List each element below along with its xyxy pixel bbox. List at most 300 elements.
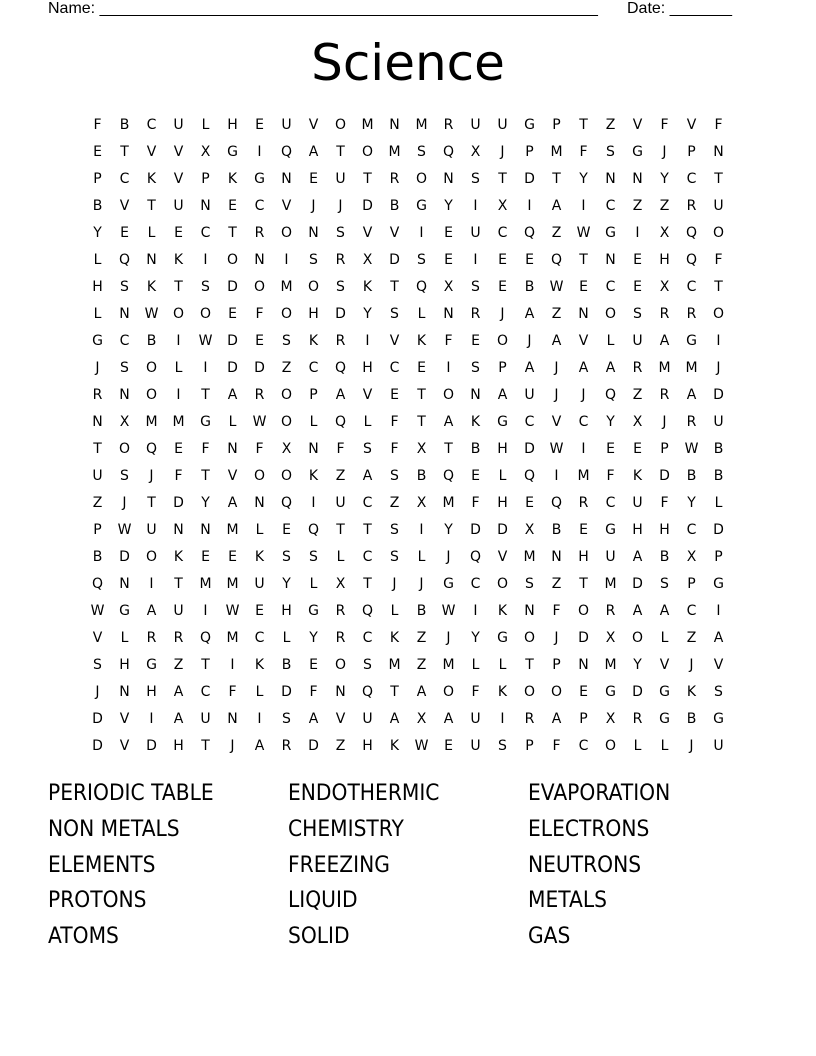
grid-letter[interactable]: X: [119, 413, 130, 430]
grid-letter[interactable]: Y: [687, 494, 696, 511]
grid-letter[interactable]: T: [228, 224, 237, 241]
grid-letter[interactable]: J: [554, 629, 559, 646]
grid-letter[interactable]: U: [470, 710, 481, 727]
grid-letter[interactable]: K: [308, 332, 319, 349]
grid-letter[interactable]: Q: [361, 683, 374, 700]
grid-letter[interactable]: N: [335, 683, 346, 700]
grid-letter[interactable]: U: [605, 548, 616, 565]
grid-letter[interactable]: W: [576, 224, 591, 241]
grid-letter[interactable]: G: [254, 170, 265, 187]
grid-letter[interactable]: V: [119, 737, 130, 754]
grid-letter[interactable]: I: [176, 386, 181, 403]
grid-letter[interactable]: D: [659, 467, 670, 484]
grid-letter[interactable]: K: [146, 170, 157, 187]
grid-letter[interactable]: S: [471, 278, 480, 295]
grid-letter[interactable]: X: [362, 251, 373, 268]
grid-letter[interactable]: S: [201, 278, 210, 295]
grid-letter[interactable]: J: [338, 197, 343, 214]
grid-letter[interactable]: U: [362, 710, 373, 727]
grid-letter[interactable]: X: [335, 575, 346, 592]
grid-letter[interactable]: D: [713, 386, 724, 403]
grid-letter[interactable]: E: [471, 332, 480, 349]
grid-letter[interactable]: Z: [416, 629, 427, 646]
grid-letter[interactable]: P: [579, 710, 588, 727]
grid-letter[interactable]: A: [524, 359, 535, 376]
grid-letter[interactable]: O: [280, 224, 293, 241]
grid-letter[interactable]: P: [525, 737, 534, 754]
grid-letter[interactable]: G: [659, 683, 670, 700]
grid-letter[interactable]: Q: [307, 521, 320, 538]
grid-letter[interactable]: E: [174, 224, 183, 241]
grid-letter[interactable]: Q: [685, 251, 698, 268]
grid-letter[interactable]: G: [497, 413, 508, 430]
grid-letter[interactable]: N: [578, 305, 589, 322]
grid-letter[interactable]: S: [390, 305, 399, 322]
grid-letter[interactable]: T: [336, 521, 345, 538]
grid-letter[interactable]: F: [471, 683, 480, 700]
grid-letter[interactable]: E: [120, 224, 129, 241]
grid-letter[interactable]: T: [579, 116, 588, 133]
grid-letter[interactable]: T: [201, 656, 210, 673]
grid-letter[interactable]: G: [92, 332, 103, 349]
grid-letter[interactable]: E: [525, 251, 534, 268]
grid-letter[interactable]: V: [713, 656, 724, 673]
grid-letter[interactable]: L: [660, 737, 669, 754]
grid-letter[interactable]: N: [254, 494, 265, 511]
grid-letter[interactable]: L: [309, 413, 318, 430]
grid-letter[interactable]: X: [632, 413, 643, 430]
grid-letter[interactable]: R: [335, 251, 346, 268]
grid-letter[interactable]: R: [632, 359, 643, 376]
grid-letter[interactable]: D: [524, 170, 535, 187]
grid-letter[interactable]: Z: [551, 305, 562, 322]
grid-letter[interactable]: M: [577, 467, 590, 484]
grid-letter[interactable]: N: [281, 170, 292, 187]
grid-letter[interactable]: U: [497, 116, 508, 133]
grid-letter[interactable]: I: [203, 251, 208, 268]
grid-letter[interactable]: S: [606, 143, 615, 160]
grid-letter[interactable]: J: [689, 737, 694, 754]
grid-letter[interactable]: L: [390, 602, 399, 619]
grid-letter[interactable]: L: [606, 332, 615, 349]
grid-letter[interactable]: A: [551, 197, 562, 214]
grid-letter[interactable]: J: [581, 386, 586, 403]
grid-letter[interactable]: L: [93, 251, 102, 268]
grid-letter[interactable]: H: [578, 548, 589, 565]
grid-letter[interactable]: S: [336, 278, 345, 295]
grid-letter[interactable]: V: [173, 170, 184, 187]
grid-letter[interactable]: X: [443, 278, 454, 295]
grid-letter[interactable]: L: [174, 359, 183, 376]
grid-letter[interactable]: F: [336, 440, 345, 457]
grid-letter[interactable]: I: [230, 656, 235, 673]
grid-letter[interactable]: A: [146, 602, 157, 619]
grid-letter[interactable]: H: [119, 656, 130, 673]
grid-letter[interactable]: N: [92, 413, 103, 430]
grid-letter[interactable]: D: [470, 521, 481, 538]
grid-letter[interactable]: A: [524, 305, 535, 322]
grid-letter[interactable]: U: [92, 467, 103, 484]
grid-letter[interactable]: C: [119, 332, 130, 349]
grid-letter[interactable]: V: [335, 710, 346, 727]
grid-letter[interactable]: M: [523, 548, 536, 565]
grid-letter[interactable]: I: [635, 224, 640, 241]
grid-letter[interactable]: Y: [309, 629, 318, 646]
grid-letter[interactable]: L: [228, 413, 237, 430]
grid-letter[interactable]: L: [201, 116, 210, 133]
grid-letter[interactable]: F: [174, 467, 183, 484]
grid-letter[interactable]: L: [255, 521, 264, 538]
grid-letter[interactable]: J: [527, 332, 532, 349]
grid-letter[interactable]: K: [173, 548, 184, 565]
grid-letter[interactable]: J: [95, 683, 100, 700]
grid-letter[interactable]: G: [119, 602, 130, 619]
grid-letter[interactable]: C: [686, 602, 697, 619]
grid-letter[interactable]: M: [415, 116, 428, 133]
grid-letter[interactable]: R: [173, 629, 184, 646]
grid-letter[interactable]: E: [525, 494, 534, 511]
grid-letter[interactable]: K: [308, 467, 319, 484]
grid-letter[interactable]: E: [228, 305, 237, 322]
grid-letter[interactable]: R: [632, 710, 643, 727]
grid-letter[interactable]: O: [280, 413, 293, 430]
grid-letter[interactable]: L: [498, 467, 507, 484]
grid-letter[interactable]: D: [173, 494, 184, 511]
grid-letter[interactable]: S: [525, 575, 534, 592]
grid-letter[interactable]: T: [714, 278, 723, 295]
grid-letter[interactable]: V: [497, 548, 508, 565]
grid-letter[interactable]: O: [172, 305, 185, 322]
grid-letter[interactable]: Z: [632, 197, 643, 214]
grid-letter[interactable]: A: [443, 710, 454, 727]
grid-letter[interactable]: B: [659, 548, 670, 565]
grid-letter[interactable]: A: [686, 386, 697, 403]
grid-letter[interactable]: W: [198, 332, 213, 349]
grid-letter[interactable]: V: [308, 116, 319, 133]
grid-letter[interactable]: Z: [173, 656, 184, 673]
grid-letter[interactable]: S: [282, 332, 291, 349]
grid-letter[interactable]: T: [417, 386, 426, 403]
grid-letter[interactable]: T: [363, 521, 372, 538]
grid-letter[interactable]: Q: [550, 251, 563, 268]
grid-letter[interactable]: O: [118, 440, 131, 457]
grid-letter[interactable]: E: [579, 683, 588, 700]
grid-letter[interactable]: V: [389, 332, 400, 349]
grid-letter[interactable]: D: [389, 251, 400, 268]
grid-letter[interactable]: K: [254, 548, 265, 565]
grid-letter[interactable]: D: [308, 737, 319, 754]
grid-letter[interactable]: G: [605, 683, 616, 700]
grid-letter[interactable]: T: [120, 143, 129, 160]
grid-letter[interactable]: M: [388, 143, 401, 160]
grid-letter[interactable]: E: [282, 521, 291, 538]
grid-letter[interactable]: N: [551, 548, 562, 565]
grid-letter[interactable]: R: [443, 116, 454, 133]
grid-letter[interactable]: N: [524, 602, 535, 619]
grid-letter[interactable]: G: [308, 602, 319, 619]
grid-letter[interactable]: G: [200, 413, 211, 430]
grid-letter[interactable]: Q: [280, 143, 293, 160]
grid-letter[interactable]: L: [255, 683, 264, 700]
grid-letter[interactable]: U: [146, 521, 157, 538]
grid-letter[interactable]: W: [441, 602, 456, 619]
grid-letter[interactable]: G: [524, 116, 535, 133]
grid-letter[interactable]: U: [632, 494, 643, 511]
grid-letter[interactable]: N: [200, 197, 211, 214]
grid-letter[interactable]: I: [716, 602, 721, 619]
grid-letter[interactable]: G: [605, 521, 616, 538]
grid-letter[interactable]: D: [119, 548, 130, 565]
grid-letter[interactable]: C: [146, 116, 157, 133]
grid-letter[interactable]: I: [581, 197, 586, 214]
grid-letter[interactable]: A: [254, 737, 265, 754]
grid-letter[interactable]: B: [416, 467, 427, 484]
grid-letter[interactable]: C: [686, 170, 697, 187]
grid-letter[interactable]: K: [632, 467, 643, 484]
grid-letter[interactable]: A: [308, 143, 319, 160]
grid-letter[interactable]: V: [551, 413, 562, 430]
grid-letter[interactable]: X: [605, 629, 616, 646]
grid-letter[interactable]: B: [713, 440, 724, 457]
grid-letter[interactable]: C: [362, 548, 373, 565]
grid-letter[interactable]: I: [446, 359, 451, 376]
grid-letter[interactable]: J: [311, 197, 316, 214]
grid-letter[interactable]: Q: [442, 143, 455, 160]
grid-letter[interactable]: F: [390, 440, 399, 457]
grid-letter[interactable]: F: [714, 251, 723, 268]
grid-letter[interactable]: J: [446, 629, 451, 646]
grid-letter[interactable]: B: [470, 440, 481, 457]
grid-letter[interactable]: H: [659, 251, 670, 268]
grid-letter[interactable]: J: [662, 413, 667, 430]
grid-letter[interactable]: M: [550, 143, 563, 160]
grid-letter[interactable]: D: [713, 521, 724, 538]
grid-letter[interactable]: F: [255, 440, 264, 457]
grid-letter[interactable]: I: [203, 359, 208, 376]
grid-letter[interactable]: N: [227, 710, 238, 727]
grid-letter[interactable]: L: [363, 413, 372, 430]
grid-letter[interactable]: T: [201, 386, 210, 403]
grid-letter[interactable]: R: [686, 197, 697, 214]
grid-letter[interactable]: N: [605, 170, 616, 187]
grid-letter[interactable]: H: [146, 683, 157, 700]
grid-letter[interactable]: Q: [550, 494, 563, 511]
grid-letter[interactable]: Z: [389, 494, 400, 511]
grid-letter[interactable]: J: [554, 359, 559, 376]
grid-letter[interactable]: H: [659, 521, 670, 538]
grid-letter[interactable]: L: [471, 656, 480, 673]
grid-letter[interactable]: E: [444, 224, 453, 241]
grid-letter[interactable]: M: [442, 494, 455, 511]
grid-letter[interactable]: G: [497, 629, 508, 646]
grid-letter[interactable]: I: [473, 251, 478, 268]
grid-letter[interactable]: H: [362, 359, 373, 376]
grid-letter[interactable]: P: [93, 170, 102, 187]
grid-letter[interactable]: B: [92, 548, 103, 565]
grid-letter[interactable]: O: [604, 305, 617, 322]
grid-letter[interactable]: Q: [361, 602, 374, 619]
grid-letter[interactable]: S: [633, 305, 642, 322]
grid-letter[interactable]: V: [578, 332, 589, 349]
grid-letter[interactable]: G: [605, 224, 616, 241]
grid-letter[interactable]: U: [335, 170, 346, 187]
grid-letter[interactable]: K: [416, 332, 427, 349]
grid-letter[interactable]: T: [390, 683, 399, 700]
grid-letter[interactable]: G: [632, 143, 643, 160]
grid-letter[interactable]: O: [712, 224, 725, 241]
grid-letter[interactable]: I: [284, 251, 289, 268]
grid-letter[interactable]: A: [659, 602, 670, 619]
grid-letter[interactable]: U: [470, 224, 481, 241]
grid-letter[interactable]: D: [362, 197, 373, 214]
grid-letter[interactable]: O: [145, 386, 158, 403]
grid-letter[interactable]: O: [442, 386, 455, 403]
grid-letter[interactable]: K: [389, 737, 400, 754]
grid-letter[interactable]: H: [632, 521, 643, 538]
grid-letter[interactable]: R: [659, 386, 670, 403]
grid-letter[interactable]: U: [524, 386, 535, 403]
grid-letter[interactable]: Y: [444, 521, 453, 538]
grid-letter[interactable]: Z: [416, 656, 427, 673]
grid-letter[interactable]: O: [550, 683, 563, 700]
grid-letter[interactable]: F: [444, 332, 453, 349]
grid-letter[interactable]: A: [497, 386, 508, 403]
grid-letter[interactable]: I: [149, 710, 154, 727]
grid-letter[interactable]: N: [470, 386, 481, 403]
grid-letter[interactable]: O: [145, 359, 158, 376]
grid-letter[interactable]: Y: [579, 170, 588, 187]
grid-letter[interactable]: P: [498, 359, 507, 376]
grid-letter[interactable]: O: [496, 332, 509, 349]
grid-letter[interactable]: A: [389, 710, 400, 727]
grid-letter[interactable]: S: [390, 467, 399, 484]
grid-letter[interactable]: I: [257, 710, 262, 727]
grid-letter[interactable]: O: [280, 305, 293, 322]
grid-letter[interactable]: O: [712, 305, 725, 322]
grid-letter[interactable]: V: [389, 224, 400, 241]
grid-letter[interactable]: G: [659, 710, 670, 727]
grid-letter[interactable]: S: [282, 710, 291, 727]
grid-letter[interactable]: U: [335, 494, 346, 511]
grid-letter[interactable]: N: [605, 251, 616, 268]
grid-letter[interactable]: W: [144, 305, 159, 322]
grid-letter[interactable]: S: [120, 467, 129, 484]
grid-letter[interactable]: X: [200, 143, 211, 160]
grid-letter[interactable]: S: [498, 737, 507, 754]
grid-letter[interactable]: D: [632, 683, 643, 700]
grid-letter[interactable]: E: [201, 548, 210, 565]
grid-letter[interactable]: V: [119, 710, 130, 727]
grid-letter[interactable]: Q: [280, 494, 293, 511]
grid-letter[interactable]: A: [173, 710, 184, 727]
grid-letter[interactable]: B: [686, 467, 697, 484]
grid-letter[interactable]: Q: [145, 440, 158, 457]
grid-letter[interactable]: W: [252, 413, 267, 430]
grid-letter[interactable]: B: [119, 116, 130, 133]
grid-letter[interactable]: I: [311, 494, 316, 511]
grid-letter[interactable]: T: [552, 170, 561, 187]
grid-letter[interactable]: T: [579, 575, 588, 592]
grid-letter[interactable]: J: [500, 143, 505, 160]
grid-letter[interactable]: N: [443, 305, 454, 322]
grid-letter[interactable]: N: [443, 170, 454, 187]
grid-letter[interactable]: E: [498, 278, 507, 295]
grid-letter[interactable]: T: [525, 656, 534, 673]
grid-letter[interactable]: N: [389, 116, 400, 133]
grid-letter[interactable]: E: [174, 440, 183, 457]
grid-letter[interactable]: P: [309, 386, 318, 403]
grid-letter[interactable]: G: [416, 197, 427, 214]
grid-letter[interactable]: N: [200, 521, 211, 538]
grid-letter[interactable]: S: [471, 170, 480, 187]
grid-letter[interactable]: U: [713, 413, 724, 430]
grid-letter[interactable]: Q: [469, 548, 482, 565]
grid-letter[interactable]: C: [308, 359, 319, 376]
grid-letter[interactable]: L: [633, 737, 642, 754]
grid-letter[interactable]: T: [498, 170, 507, 187]
grid-letter[interactable]: M: [388, 656, 401, 673]
grid-letter[interactable]: T: [174, 575, 183, 592]
grid-letter[interactable]: I: [500, 710, 505, 727]
grid-letter[interactable]: Q: [604, 386, 617, 403]
grid-letter[interactable]: I: [176, 332, 181, 349]
grid-letter[interactable]: Q: [334, 359, 347, 376]
grid-letter[interactable]: P: [687, 143, 696, 160]
grid-letter[interactable]: E: [93, 143, 102, 160]
grid-letter[interactable]: A: [659, 332, 670, 349]
grid-letter[interactable]: C: [605, 494, 616, 511]
grid-letter[interactable]: D: [146, 737, 157, 754]
grid-letter[interactable]: O: [253, 278, 266, 295]
grid-letter[interactable]: S: [390, 521, 399, 538]
grid-letter[interactable]: G: [713, 710, 724, 727]
grid-letter[interactable]: T: [336, 143, 345, 160]
grid-letter[interactable]: R: [524, 710, 535, 727]
grid-letter[interactable]: A: [605, 359, 616, 376]
grid-letter[interactable]: V: [362, 386, 373, 403]
grid-letter[interactable]: H: [227, 116, 238, 133]
grid-letter[interactable]: S: [363, 656, 372, 673]
grid-letter[interactable]: I: [203, 602, 208, 619]
grid-letter[interactable]: L: [417, 548, 426, 565]
grid-letter[interactable]: W: [90, 602, 105, 619]
grid-letter[interactable]: C: [119, 170, 130, 187]
grid-letter[interactable]: D: [524, 440, 535, 457]
grid-letter[interactable]: Q: [523, 224, 536, 241]
grid-letter[interactable]: F: [471, 494, 480, 511]
grid-letter[interactable]: P: [552, 656, 561, 673]
grid-letter[interactable]: U: [173, 602, 184, 619]
grid-letter[interactable]: N: [119, 386, 130, 403]
grid-letter[interactable]: B: [713, 467, 724, 484]
grid-letter[interactable]: D: [254, 359, 265, 376]
grid-letter[interactable]: F: [660, 116, 669, 133]
grid-letter[interactable]: R: [335, 602, 346, 619]
grid-letter[interactable]: R: [578, 494, 589, 511]
grid-letter[interactable]: M: [226, 521, 239, 538]
grid-letter[interactable]: J: [716, 359, 721, 376]
grid-letter[interactable]: L: [660, 629, 669, 646]
grid-letter[interactable]: U: [470, 737, 481, 754]
grid-letter[interactable]: K: [497, 683, 508, 700]
grid-letter[interactable]: Y: [282, 575, 291, 592]
grid-letter[interactable]: L: [309, 575, 318, 592]
grid-letter[interactable]: O: [199, 305, 212, 322]
grid-letter[interactable]: K: [173, 251, 184, 268]
grid-letter[interactable]: X: [281, 440, 292, 457]
grid-letter[interactable]: J: [446, 548, 451, 565]
grid-letter[interactable]: B: [524, 278, 535, 295]
